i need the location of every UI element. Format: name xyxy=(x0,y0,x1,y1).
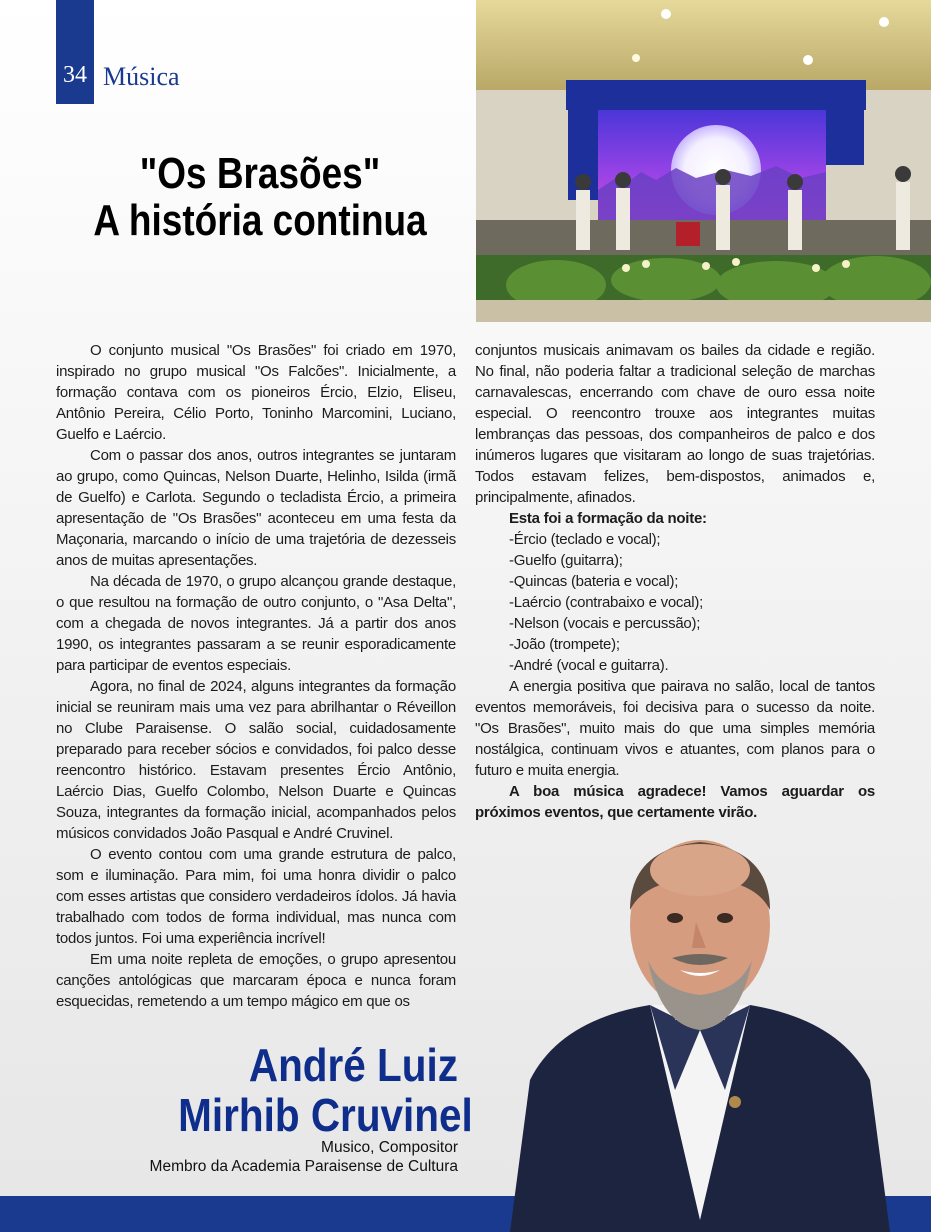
paragraph: conjuntos musicais animavam os bailes da cidade e região. No final, não poderia faltar a tradicional seleção de marchas carnavalescas, encerrando com chave de ouro essa noite especial. O reencontro trouxe aos integrantes muitas lembranças das pessoas, dos companheiros de palco e dos inúmeros lugares que visitaram ao longo de suas trajetórias. Todos estavam felizes, bem-dispostos, animados e, principalmente, afinados. xyxy=(475,342,875,506)
title-line-2: A história continua xyxy=(93,196,427,245)
list-item: -André (vocal e guitarra). xyxy=(509,657,669,674)
paragraph: O evento contou com uma grande estrutura de palco, som e iluminação. Para mim, foi uma honra dividir o palco com esses artistas que considero verdadeiros ídolos. Já havia trabalhado com todos de forma individual, mas nunca com todos juntos. Foi uma experiência incrível! xyxy=(56,846,456,947)
list-item: -Quincas (bateria e vocal); xyxy=(509,573,679,590)
paragraph: Agora, no final de 2024, alguns integrantes da formação inicial se reuniram mais uma vez para abrilhantar o Réveillon no Clube Paraisense. O salão social, cuidadosamente preparado para receber sócios e convidados, foi palco desse reencontro histórico. Estavam presentes Ércio Antônio, Laércio Dias, Guelfo Colombo, Nelson Duarte e Quincas Souza, integrantes da formação inicial, acompanhados pelos músicos convidados João Pasqual e André Cruvinel. xyxy=(56,678,456,842)
author-name-line-2: Mirhib Cruvinel xyxy=(178,1089,473,1141)
author-role-line-2: Membro da Academia Paraisense de Cultura xyxy=(149,1158,458,1175)
lineup-list xyxy=(475,529,875,676)
list-item: -Laércio (contrabaixo e vocal); xyxy=(509,594,704,611)
closing-text: A boa música agradece! Vamos aguardar os próximos eventos, que certamente virão. xyxy=(475,783,875,821)
paragraph: O conjunto musical "Os Brasões" foi criado em 1970, inspirado no grupo musical "Os Falcões". Inicialmente, a formação contava com os pioneiros Ércio, Elzio, Eliseu, Antônio Pereira, Célio Porto, Toninho Marcomini, Luciano, Guelfo e Laércio. xyxy=(56,342,456,443)
author-role-line-1: Musico, Compositor xyxy=(321,1139,458,1156)
list-item: -Nelson (vocais e percussão); xyxy=(509,615,701,632)
page-number: 34 xyxy=(63,62,87,88)
author-name xyxy=(178,1039,473,1141)
closing-statement xyxy=(475,781,875,823)
lineup-heading xyxy=(475,508,875,529)
lineup-heading-text: Esta foi a formação da noite: xyxy=(509,510,707,527)
band-stage-photo xyxy=(476,0,931,322)
article-right-column xyxy=(475,340,875,823)
article-title xyxy=(92,150,428,244)
author-name-line-1: André Luiz xyxy=(248,1039,458,1091)
paragraph: Com o passar dos anos, outros integrantes se juntaram ao grupo, como Quincas, Nelson Duarte, Helinho, Isilda (irmã de Guelfo) e Carlota. Segundo o tecladista Ércio, a primeira apresentação de "Os Brasões" aconteceu em uma festa da Maçonaria, marcando o início de uma trajetória de dezesseis anos de muitas apresentações. xyxy=(56,447,456,569)
title-line-1: "Os Brasões" xyxy=(139,149,381,198)
author-portrait xyxy=(500,830,900,1232)
paragraph: Em uma noite repleta de emoções, o grupo apresentou canções antológicas que marcaram época e nunca foram esquecidas, remetendo a um tempo mágico em que os xyxy=(56,951,456,1010)
list-item: -Ércio (teclado e vocal); xyxy=(509,531,661,548)
list-item: -João (trompete); xyxy=(509,636,620,653)
section-name: Música xyxy=(103,62,180,91)
list-item: -Guelfo (guitarra); xyxy=(509,552,623,569)
paragraph: Na década de 1970, o grupo alcançou grande destaque, o que resultou na formação de outro conjunto, o "Asa Delta", com a chegada de novos integrantes. Já a partir dos anos 1990, os integrantes passaram a se reunir esporadicamente para participar de eventos especiais. xyxy=(56,573,456,674)
author-credentials xyxy=(100,1138,458,1176)
paragraph: A energia positiva que pairava no salão, local de tantos eventos memoráveis, foi decisiva para o sucesso da noite. "Os Brasões", muito mais do que uma simples memória nostálgica, continuam vivos e atuantes, com planos para o futuro e muita energia. xyxy=(475,678,875,779)
article-left-column xyxy=(56,340,456,1012)
